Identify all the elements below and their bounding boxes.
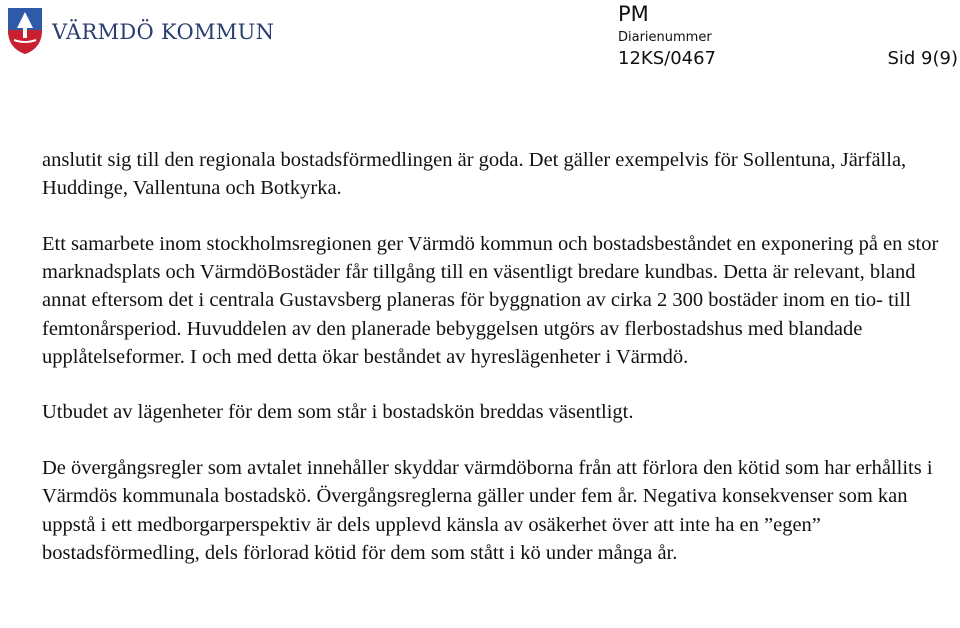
body-paragraph: Ett samarbete inom stockholmsregionen ger Värmdö kommun och bostadsbeståndet en exponering på en stor marknadsplats och VärmdöBostäder får tillgång till en väsentligt bredare kundbas. Detta är relevant, bland annat eftersom det i centrala Gustavsberg planeras för byggnation av cirka 2 300 bostäder inom en tio- till femtonårsperiod. Huvuddelen av den planerade bebyggelsen utgörs av flerbostadshus med blandade upplåtelseformer. I och med detta ökar beståndet av hyreslägenheter i Värmdö. (42, 232, 939, 368)
document-header (618, 0, 958, 70)
diary-number: 12KS/0467 (618, 48, 717, 69)
coat-of-arms-icon (6, 6, 44, 56)
document-body (42, 146, 942, 567)
org-name: VÄRMDÖ KOMMUN (52, 20, 275, 44)
body-paragraph: De övergångsregler som avtalet innehåller skyddar värmdöborna från att förlora den kötid som har erhållits i Värmdös kommunala bostadskö. Övergångsreglerna gäller under fem år. Negativa konsekvenser som kan uppstå i ett medborgarperspektiv är dels upplevd känsla av osäkerhet över att inte ha en ”egen” bostadsförmedling, dels förlorad kötid för dem som stått i kö under många år. (42, 457, 933, 564)
diary-number-label: Diarienummer (618, 30, 712, 45)
municipality-logo (6, 6, 274, 56)
body-paragraph: Utbudet av lägenheter för dem som står i bostadskön breddas väsentligt. (42, 401, 634, 424)
diary-row (618, 48, 958, 70)
document-type: PM (618, 2, 649, 26)
page-number: Sid 9(9) (887, 48, 958, 69)
body-paragraph: anslutit sig till den regionala bostadsförmedlingen är goda. Det gäller exempelvis för Sollentuna, Järfälla, Huddinge, Vallentuna och Botkyrka. (42, 149, 907, 200)
